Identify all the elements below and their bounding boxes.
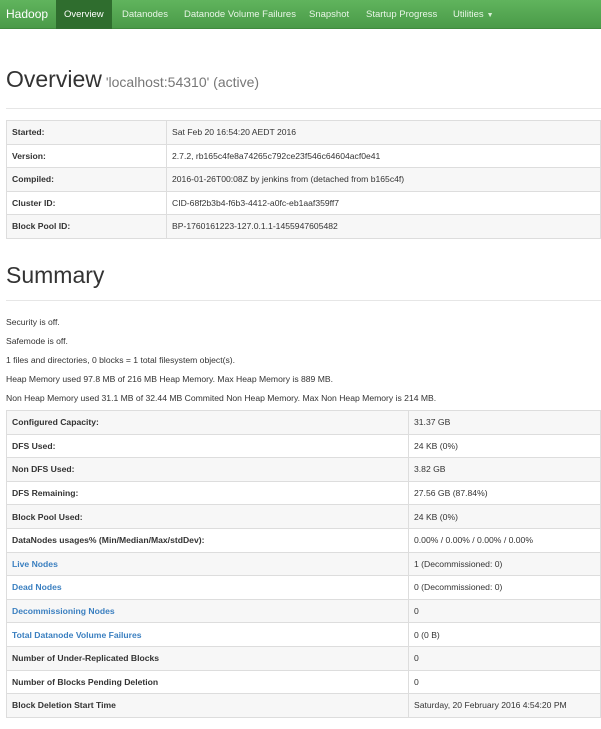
brand-logo[interactable]: Hadoop: [6, 7, 49, 21]
row-value: BP-1760161223-127.0.1.1-1455947605482: [167, 215, 601, 239]
row-value: 0.00% / 0.00% / 0.00% / 0.00%: [409, 528, 601, 552]
row-label: Version:: [7, 144, 167, 168]
table-row: [7, 144, 601, 168]
row-label: Number of Blocks Pending Deletion: [7, 670, 409, 694]
table-row: [7, 434, 601, 458]
heap-memory: Heap Memory used 97.8 MB of 216 MB Heap Memory. Max Heap Memory is 889 MB.: [6, 374, 334, 384]
row-label: [7, 576, 409, 600]
row-value: 3.82 GB: [409, 458, 601, 482]
row-value: 0 (Decommissioned: 0): [409, 576, 601, 600]
row-link[interactable]: Decommissioning Nodes: [12, 606, 115, 617]
table-row: [7, 599, 601, 623]
nav-datanodes[interactable]: Datanodes: [122, 9, 168, 20]
table-row: [7, 623, 601, 647]
nav-overview[interactable]: Overview: [56, 0, 112, 29]
summary-title: Summary: [6, 262, 105, 288]
row-label: Block Deletion Start Time: [7, 694, 409, 718]
nav-datanode-volume-failures[interactable]: Datanode Volume Failures: [184, 9, 296, 20]
security-status: Security is off.: [6, 317, 60, 327]
table-row: [7, 458, 601, 482]
row-value: 2.7.2, rb165c4fe8a74265c792ce23f546c64604acf0e41: [167, 144, 601, 168]
row-label: Non DFS Used:: [7, 458, 409, 482]
table-row: [7, 411, 601, 435]
row-link[interactable]: Total Datanode Volume Failures: [12, 629, 142, 640]
table-row: [7, 168, 601, 192]
table-row: [7, 646, 601, 670]
row-value: 31.37 GB: [409, 411, 601, 435]
row-label: [7, 623, 409, 647]
table-row: [7, 576, 601, 600]
table-row: [7, 191, 601, 215]
row-label: Compiled:: [7, 168, 167, 192]
row-value: 0: [409, 646, 601, 670]
row-link[interactable]: Dead Nodes: [12, 582, 62, 593]
row-label: Block Pool Used:: [7, 505, 409, 529]
row-value: Saturday, 20 February 2016 4:54:20 PM: [409, 694, 601, 718]
row-label: Started:: [7, 121, 167, 145]
namenode-address: 'localhost:54310' (active): [105, 74, 260, 90]
overview-heading: [6, 66, 259, 93]
table-row: [7, 121, 601, 145]
table-row: [7, 552, 601, 576]
caret-down-icon: ▼: [486, 12, 494, 19]
row-label: Block Pool ID:: [7, 215, 167, 239]
row-label: Number of Under-Replicated Blocks: [7, 646, 409, 670]
table-row: [7, 481, 601, 505]
row-label: DFS Used:: [7, 434, 409, 458]
table-row: [7, 694, 601, 718]
row-label: [7, 599, 409, 623]
row-value: CID-68f2b3b4-f6b3-4412-a0fc-eb1aaf359ff7: [167, 191, 601, 215]
divider: [6, 300, 601, 301]
summary-table: [6, 410, 601, 718]
overview-table: [6, 120, 601, 239]
row-value: 24 KB (0%): [409, 505, 601, 529]
row-value: 1 (Decommissioned: 0): [409, 552, 601, 576]
filesystem-objects: 1 files and directories, 0 blocks = 1 total filesystem object(s).: [6, 355, 236, 365]
row-value: Sat Feb 20 16:54:20 AEDT 2016: [167, 121, 601, 145]
divider: [6, 108, 601, 109]
row-label: Configured Capacity:: [7, 411, 409, 435]
row-value: 24 KB (0%): [409, 434, 601, 458]
row-value: 0: [409, 599, 601, 623]
row-label: [7, 552, 409, 576]
row-label: DataNodes usages% (Min/Median/Max/stdDev):: [7, 528, 409, 552]
non-heap-memory: Non Heap Memory used 31.1 MB of 32.44 MB Commited Non Heap Memory. Max Non Heap Memory is 214 MB.: [6, 393, 437, 403]
table-row: [7, 215, 601, 239]
safemode-status: Safemode is off.: [6, 336, 68, 346]
nav-utilities-dropdown[interactable]: [445, 0, 502, 29]
table-row: [7, 670, 601, 694]
nav-snapshot[interactable]: Snapshot: [309, 9, 350, 20]
table-row: [7, 528, 601, 552]
row-label: Cluster ID:: [7, 191, 167, 215]
row-value: 2016-01-26T00:08Z by jenkins from (detached from b165c4f): [167, 168, 601, 192]
table-row: [7, 505, 601, 529]
nav-utilities-label: Utilities: [453, 9, 484, 20]
row-value: 0 (0 B): [409, 623, 601, 647]
top-navbar: [0, 0, 601, 29]
row-link[interactable]: Live Nodes: [12, 558, 58, 569]
row-value: 0: [409, 670, 601, 694]
row-value: 27.56 GB (87.84%): [409, 481, 601, 505]
nav-startup-progress[interactable]: Startup Progress: [366, 9, 438, 20]
page-title: Overview: [6, 66, 102, 92]
row-label: DFS Remaining:: [7, 481, 409, 505]
